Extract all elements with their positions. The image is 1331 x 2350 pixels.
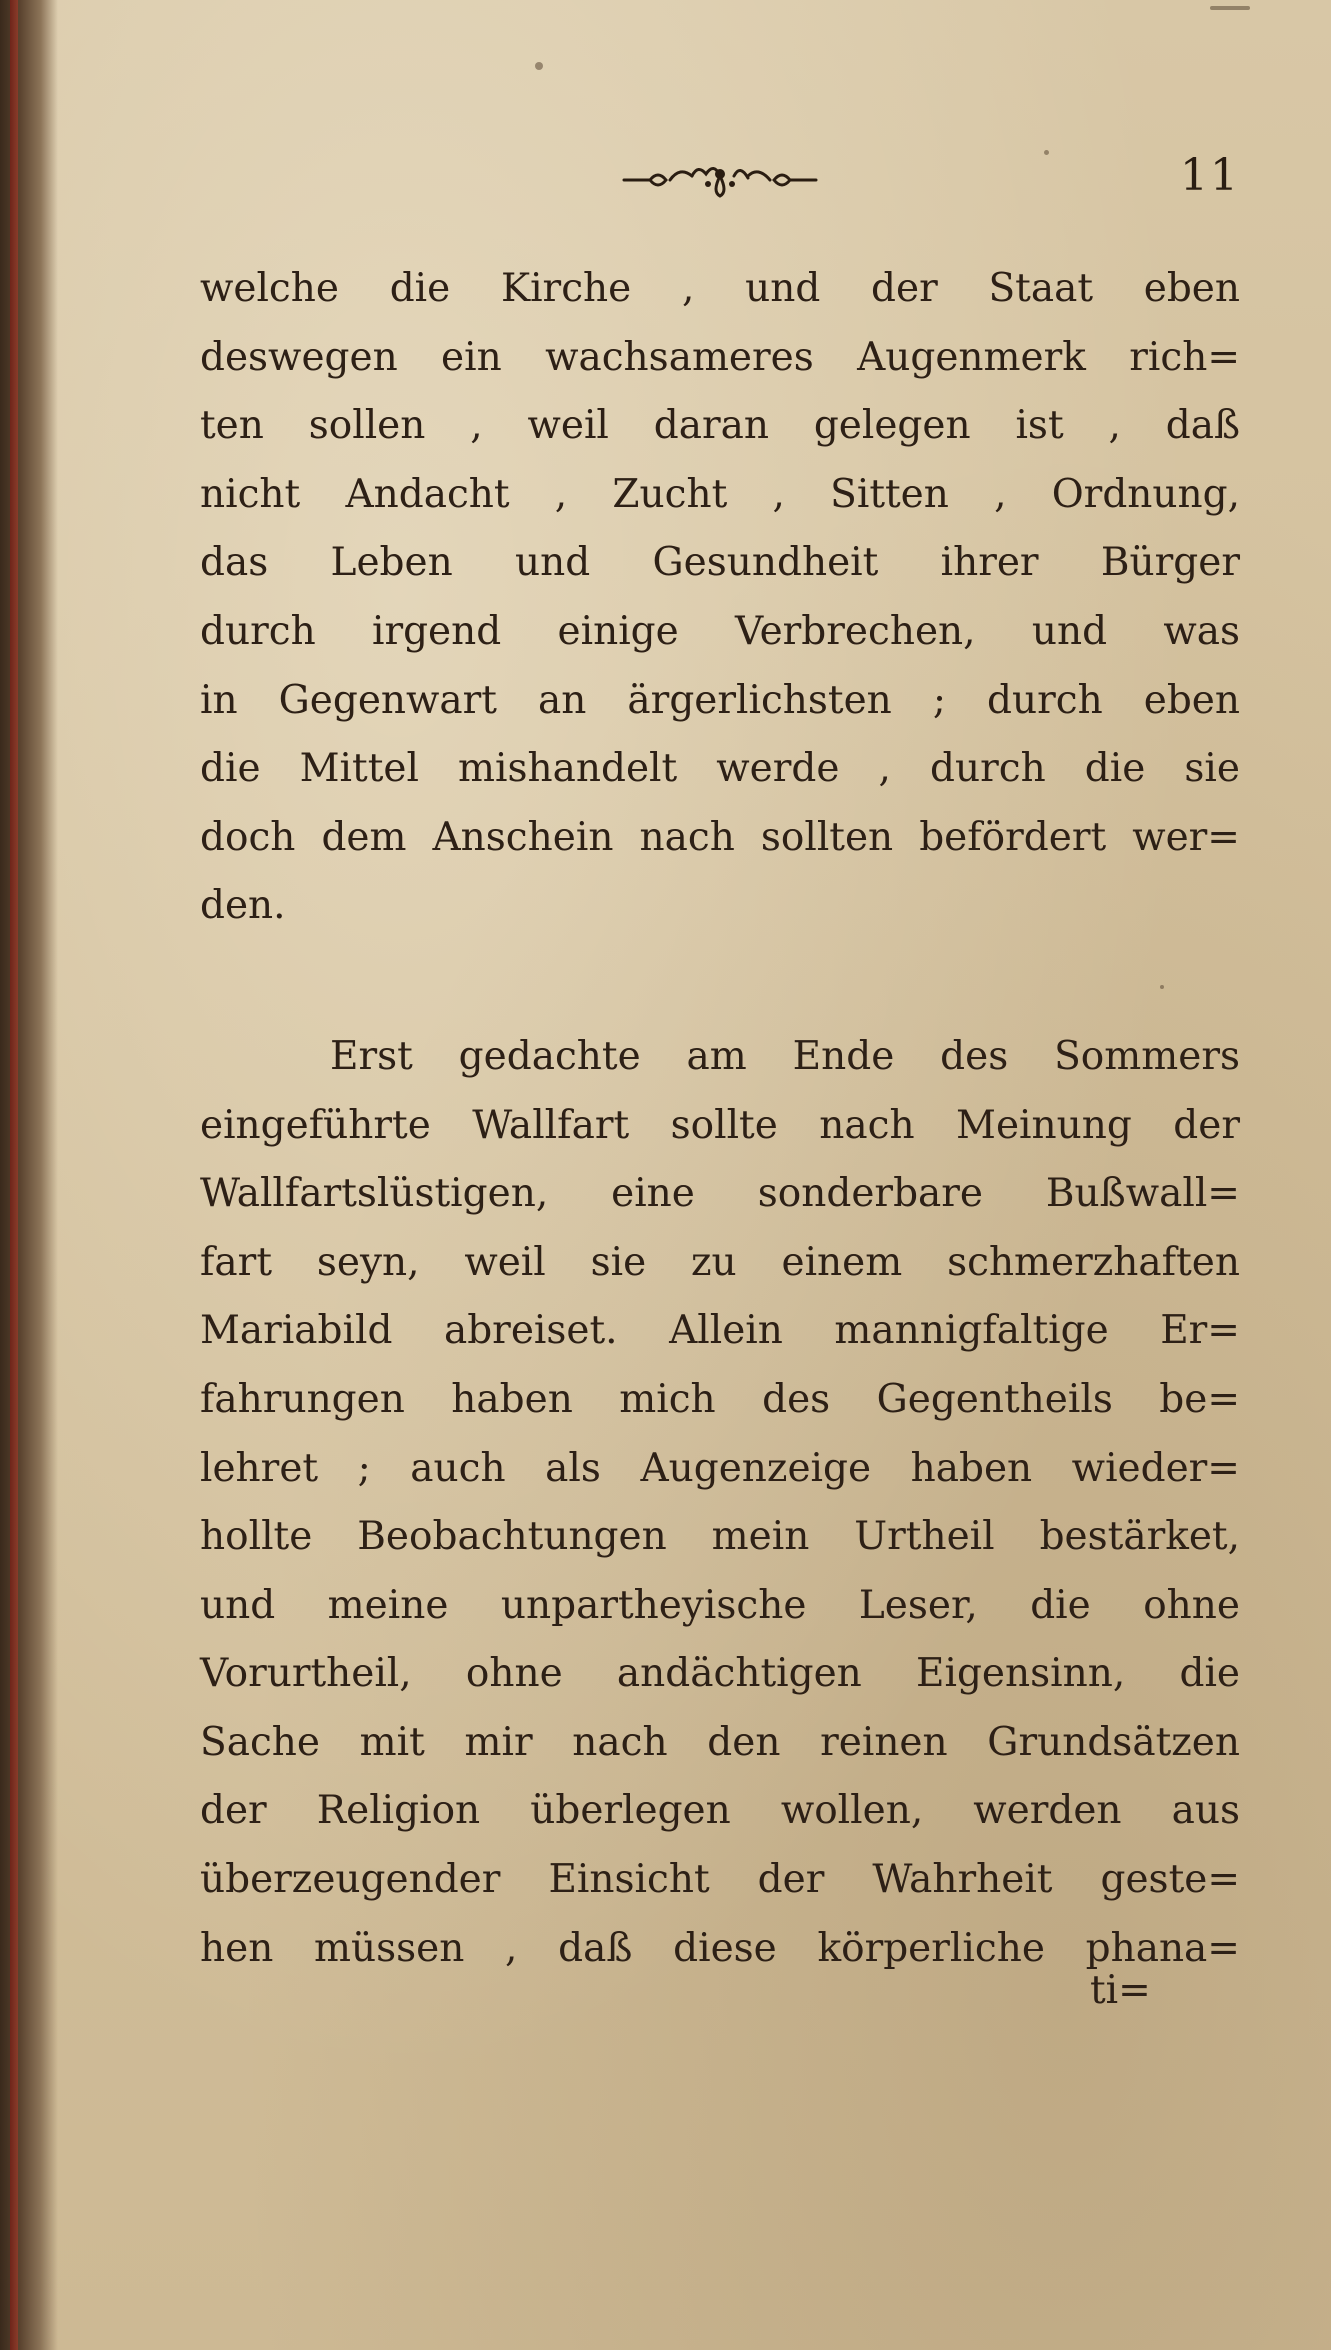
paragraph-1 [200,255,1240,941]
page-number: 11 [1180,150,1240,201]
book-binding-edge [0,0,58,2350]
text-line: Wallfartslüstigen, eine sonderbare Bußwall= [200,1171,1240,1217]
text-line: ten sollen , weil daran gelegen ist , daß [200,403,1240,449]
text-line: Sache mit mir nach den reinen Grundsätzen [200,1719,1240,1765]
text-line: überzeugender Einsicht der Wahrheit geste= [200,1857,1240,1903]
printers-ornament-icon [620,160,820,200]
page-header [200,150,1240,210]
text-line: eingeführte Wallfart sollte nach Meinung der [200,1102,1240,1148]
binding-thread [10,0,18,2350]
text-line: durch irgend einige Verbrechen, und was [200,608,1240,654]
text-line: Vorurtheil, ohne andächtigen Eigensinn, die [200,1651,1240,1697]
text-line: der Religion überlegen wollen, werden aus [200,1788,1240,1834]
catchword: ti= [1090,1968,1151,2013]
text-line: Erst gedachte am Ende des Sommers [330,1033,1240,1079]
text-line: fart seyn, weil sie zu einem schmerzhaften [200,1239,1240,1285]
paragraph-2 [200,1023,1240,1983]
text-line: welche die Kirche , und der Staat eben [200,266,1240,311]
text-line: deswegen ein wachsameres Augenmerk rich= [200,334,1240,380]
text-line: fahrungen haben mich des Gegentheils be= [200,1376,1240,1422]
text-line: in Gegenwart an ärgerlichsten ; durch eben [200,677,1240,723]
text-line: hollte Beobachtungen mein Urtheil bestärket, [200,1514,1240,1560]
text-line: und meine unpartheyische Leser, die ohne [200,1582,1240,1628]
text-line: hen müssen , daß diese körperliche phana= [200,1925,1240,1971]
text-line: nicht Andacht , Zucht , Sitten , Ordnung, [200,471,1240,517]
text-line: Mariabild abreiset. Allein mannigfaltige Er= [200,1308,1240,1354]
body-text [200,255,1240,1983]
paper-speck [535,62,543,70]
text-line: das Leben und Gesundheit ihrer Bürger [200,540,1240,586]
text-line: die Mittel mishandelt werde , durch die sie [200,746,1240,792]
paragraph-gap [200,941,1240,1023]
text-line: den. [200,883,286,929]
text-line: lehret ; auch als Augenzeige haben wieder= [200,1445,1240,1491]
text-line: doch dem Anschein nach sollten befördert wer= [200,814,1240,860]
paper-speck [1210,6,1250,10]
